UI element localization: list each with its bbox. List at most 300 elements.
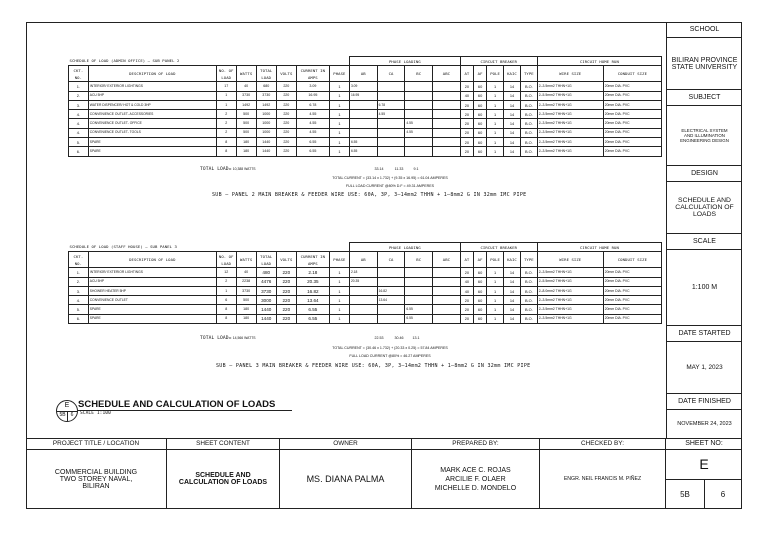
wire-size-cell: 2–8.0mm2 THHN+1G (537, 286, 603, 295)
col-type: TYPE (520, 66, 537, 82)
table-row (69, 147, 662, 156)
kaic-cell: 14 (504, 138, 521, 147)
type-cell: B.O. (520, 128, 537, 137)
desc-cell: SPARE (88, 147, 216, 156)
tag-sheet: 5B (59, 412, 66, 418)
col-total: TOTAL LOAD (256, 252, 276, 268)
current-cell: 20.35 (296, 277, 329, 286)
phase-cell: 1 (329, 128, 349, 137)
type-cell: B.O. (520, 110, 537, 119)
pole-cell: 1 (487, 314, 504, 323)
ckt-cell: 4. (69, 110, 89, 119)
type-cell: B.O. (520, 91, 537, 100)
desc-cell: SHOWER HEATER 5HP (88, 286, 216, 295)
col-at: AT (460, 66, 473, 82)
pole-cell: 1 (487, 305, 504, 314)
watts-cell: 3730 (236, 91, 256, 100)
at-cell: 40 (460, 277, 473, 286)
no-load-cell: 8 (216, 305, 236, 314)
table-row (69, 286, 662, 295)
date-finished-value: NOVEMBER 24, 2023 (677, 421, 732, 427)
ckt-cell: 6. (69, 314, 89, 323)
sheet-sub: 5B (666, 479, 705, 509)
wire-size-cell: 2–3.5mm2 THHN+1G (537, 268, 603, 277)
ca-cell (377, 305, 405, 314)
project-cell (26, 439, 167, 509)
sheet-letter: E (666, 449, 742, 480)
date-finished-label: DATE FINISHED (667, 394, 742, 410)
phase-cell: 1 (329, 91, 349, 100)
ca-cell (377, 147, 405, 156)
wire-size-cell: 2–3.5mm2 THHN+1G (537, 147, 603, 156)
bc-cell: 6.55 (405, 305, 433, 314)
pole-cell: 1 (487, 91, 504, 100)
abc-cell (433, 128, 461, 137)
total-load-cell: 1440 (256, 314, 276, 323)
current-cell: 6.55 (296, 138, 329, 147)
design-label: DESIGN (667, 166, 742, 182)
volts-cell: 220 (276, 268, 296, 277)
circuit-home-run-header: CIRCUIT HOME RUN (537, 243, 661, 252)
feeder-summary: SUB – PANEL 3 MAIN BREAKER & FEEDER WIRE USE: 60A, 3P, 3–14mm2 THHN + 1–8mm2 G IN 32mm IMC PIPE (216, 363, 531, 369)
at-cell: 20 (460, 296, 473, 305)
ckt-cell: 6. (69, 147, 89, 156)
pole-cell: 1 (487, 119, 504, 128)
phase-cell: 1 (329, 119, 349, 128)
pole-cell: 1 (487, 110, 504, 119)
drawing-title: SCHEDULE AND CALCULATION OF LOADS (78, 399, 276, 410)
desc-cell: INTERIOR/ EXTERIOR LIGHTINGS (88, 268, 216, 277)
owner-value: MS. DIANA PALMA (306, 474, 385, 484)
drawing-tag-symbol (56, 400, 78, 422)
at-cell: 20 (460, 110, 473, 119)
tag-letter: E (64, 402, 70, 409)
pole-cell: 1 (487, 277, 504, 286)
current-cell: 6.78 (296, 100, 329, 109)
col-conduit: CONDUIT SIZE (603, 66, 661, 82)
type-cell: B.O. (520, 277, 537, 286)
scale-label: SCALE (667, 234, 742, 250)
pole-cell: 1 (487, 147, 504, 156)
volts-cell: 220 (276, 91, 296, 100)
ab-cell: 6.55 (349, 138, 377, 147)
phase-cell: 1 (329, 277, 349, 286)
no-load-cell: 1 (216, 286, 236, 295)
at-cell: 20 (460, 119, 473, 128)
watts-cell: 3730 (236, 286, 256, 295)
abc-cell (433, 268, 461, 277)
ab-cell (349, 305, 377, 314)
pole-cell: 1 (487, 100, 504, 109)
ab-cell (349, 110, 377, 119)
date-started-label: DATE STARTED (667, 326, 742, 342)
current-cell: 4.55 (296, 119, 329, 128)
abc-cell (433, 147, 461, 156)
at-cell: 20 (460, 305, 473, 314)
conduit-cell: 20mm DIA. PVC (603, 286, 661, 295)
no-load-cell: 1 (216, 100, 236, 109)
schedule-title: SCHEDULE OF LOAD (ADMIN OFFICE) – SUB PANEL 2 (69, 57, 350, 66)
wire-size-cell: 2–3.5mm2 THHN+1G (537, 110, 603, 119)
desc-cell: CONVENIENCE OUTLET- OFFICE (88, 119, 216, 128)
kaic-cell: 14 (504, 314, 521, 323)
col-ab: AB (349, 252, 377, 268)
sheet-no-cell (666, 439, 742, 509)
total-load-label: TOTAL LOAD= (200, 336, 232, 341)
abc-cell (433, 110, 461, 119)
wire-size-cell: 2–3.5mm2 THHN+1G (537, 119, 603, 128)
col-ab: AB (349, 66, 377, 82)
table-row (69, 128, 662, 137)
ab-cell (349, 314, 377, 323)
total-load-cell: 3000 (256, 296, 276, 305)
kaic-cell: 14 (504, 277, 521, 286)
conduit-cell: 20mm DIA. PVC (603, 277, 661, 286)
current-cell: 2.18 (296, 268, 329, 277)
drawing-scale: SCALE 1:100 (80, 411, 111, 416)
no-load-cell: 2 (216, 110, 236, 119)
ca-cell (377, 91, 405, 100)
ca-cell (377, 119, 405, 128)
ab-cell (349, 100, 377, 109)
col-ca: CA (377, 66, 405, 82)
volts-cell: 220 (276, 296, 296, 305)
at-cell: 40 (460, 91, 473, 100)
preparer-2: ARCILIE F. OLAER (445, 475, 506, 483)
bc-cell (405, 100, 433, 109)
wire-size-cell: 2–3.5mm2 THHN+1G (537, 296, 603, 305)
project-value: COMMERCIAL BUILDING TWO STOREY NAVAL, BILIRAN (54, 468, 138, 490)
prepared-names (412, 449, 539, 509)
bc-cell (405, 268, 433, 277)
col-ckt: CKT. NO. (69, 66, 89, 82)
kaic-cell: 14 (504, 119, 521, 128)
phase-cell: 1 (329, 268, 349, 277)
current-cell: 4.55 (296, 128, 329, 137)
af-cell: 60 (474, 82, 487, 91)
wire-size-cell: 2–5.5mm2 THHN+1G (537, 277, 603, 286)
bc-cell (405, 91, 433, 100)
type-cell: B.O. (520, 296, 537, 305)
af-cell: 60 (474, 314, 487, 323)
checked-cell (540, 439, 666, 509)
col-af: AF (474, 252, 487, 268)
wire-size-cell: 2–3.5mm2 THHN+1G (537, 305, 603, 314)
no-load-cell: 17 (216, 82, 236, 91)
ckt-cell: 4. (69, 296, 89, 305)
desc-cell: INTERIOR/ EXTERIOR LIGHTINGS (88, 82, 216, 91)
col-volts: VOLTS (276, 66, 296, 82)
total-load-cell: 1440 (256, 305, 276, 314)
col-type: TYPE (520, 252, 537, 268)
col-no-load: NO. OF LOAD (216, 252, 236, 268)
col-desc: DESCRIPTION OF LOAD (88, 252, 216, 268)
conduit-cell: 20mm DIA. PVC (603, 100, 661, 109)
right-info-column (666, 22, 742, 438)
desc-cell: SPARE (88, 305, 216, 314)
kaic-cell: 14 (504, 128, 521, 137)
total-load-cell: 1000 (256, 128, 276, 137)
watts-cell: 180 (236, 314, 256, 323)
abc-cell (433, 138, 461, 147)
ca-cell (377, 82, 405, 91)
kaic-cell: 14 (504, 91, 521, 100)
at-cell: 20 (460, 128, 473, 137)
no-load-cell: 6 (216, 296, 236, 305)
watts-cell: 1492 (236, 100, 256, 109)
sum-ca: 30.46 (394, 336, 404, 340)
col-desc: DESCRIPTION OF LOAD (88, 66, 216, 82)
desc-cell: CONVENIENCE OUTLET- ACCESSORIES (88, 110, 216, 119)
col-phase: PHASE (329, 252, 349, 268)
col-abc: ABC (433, 252, 461, 268)
circuit-breaker-header: CIRCUIT BREAKER (460, 243, 537, 252)
watts-cell: 500 (236, 128, 256, 137)
total-load-cell: 4476 (256, 277, 276, 286)
phase-cell: 1 (329, 286, 349, 295)
col-total: TOTAL LOAD (256, 66, 276, 82)
at-cell: 40 (460, 286, 473, 295)
ca-cell: 6.78 (377, 100, 405, 109)
bc-cell: 6.55 (405, 314, 433, 323)
desc-cell: ACU 5HP (88, 277, 216, 286)
af-cell: 60 (474, 91, 487, 100)
ckt-cell: 5. (69, 138, 89, 147)
ckt-cell: 5. (69, 305, 89, 314)
current-cell: 6.55 (296, 314, 329, 323)
type-cell: B.O. (520, 268, 537, 277)
ckt-cell: 3. (69, 100, 89, 109)
current-cell: 6.55 (296, 305, 329, 314)
watts-cell: 180 (236, 147, 256, 156)
conduit-cell: 20mm DIA. PVC (603, 147, 661, 156)
abc-cell (433, 314, 461, 323)
total-load-cell: 1492 (256, 100, 276, 109)
ab-cell: 6.55 (349, 147, 377, 156)
school-value: BILIRAN PROVINCE STATE UNIVERSITY (667, 38, 742, 90)
date-started-value: MAY 1, 2023 (667, 342, 742, 394)
total-load-value: 14,566 WATTS (232, 336, 256, 340)
total-load-value: 10,388 WATTS (232, 167, 256, 171)
volts-cell: 220 (276, 110, 296, 119)
desc-cell: CONVENIENCE OUTLET (88, 296, 216, 305)
watts-cell: 180 (236, 138, 256, 147)
ckt-cell: 4. (69, 119, 89, 128)
phase-cell: 1 (329, 296, 349, 305)
desc-cell: SPARE (88, 314, 216, 323)
checked-value: ENGR. NEIL FRANCIS M. PIÑEZ (563, 476, 642, 482)
scale-value: 1:100 M (667, 250, 742, 326)
wire-size-cell: 2–3.5mm2 THHN+1G (537, 100, 603, 109)
abc-cell (433, 91, 461, 100)
type-cell: B.O. (520, 138, 537, 147)
no-load-cell: 2 (216, 277, 236, 286)
total-load-cell: 1000 (256, 110, 276, 119)
no-load-cell: 8 (216, 314, 236, 323)
table-row (69, 91, 662, 100)
phase-cell: 1 (329, 147, 349, 156)
volts-cell: 220 (276, 119, 296, 128)
pole-cell: 1 (487, 138, 504, 147)
ca-cell (377, 314, 405, 323)
full-load-note: FULL LOAD CURRENT @80% = 46.27 AMPERES (349, 354, 431, 358)
type-cell: B.O. (520, 286, 537, 295)
conduit-cell: 20mm DIA. PVC (603, 296, 661, 305)
abc-cell (433, 82, 461, 91)
af-cell: 60 (474, 277, 487, 286)
wire-size-cell: 2–3.5mm2 THHN+1G (537, 82, 603, 91)
desc-cell: SPARE (88, 138, 216, 147)
phase-cell: 1 (329, 110, 349, 119)
tag-number: 6 (70, 412, 74, 418)
watts-cell: 500 (236, 296, 256, 305)
schedule-table-admin-office (68, 56, 662, 157)
ckt-cell: 1. (69, 82, 89, 91)
watts-cell: 500 (236, 119, 256, 128)
bc-cell: 4.55 (405, 119, 433, 128)
bc-cell (405, 110, 433, 119)
total-load-cell: 480 (256, 268, 276, 277)
af-cell: 60 (474, 268, 487, 277)
ab-cell (349, 296, 377, 305)
ckt-cell: 2. (69, 277, 89, 286)
no-load-cell: 8 (216, 138, 236, 147)
sum-bc: 9.1 (413, 167, 419, 171)
af-cell: 60 (474, 147, 487, 156)
watts-cell: 40 (236, 268, 256, 277)
project-label: PROJECT TITLE / LOCATION (26, 439, 166, 450)
title-block (26, 438, 742, 509)
bc-cell (405, 277, 433, 286)
sheet-content-cell (167, 439, 280, 509)
ca-cell: 13.64 (377, 296, 405, 305)
full-load-note: FULL LOAD CURRENT @80% D.F = 49.31 AMPERES (345, 184, 435, 188)
table-row (69, 100, 662, 109)
col-current: CURRENT IN AMPS (296, 252, 329, 268)
current-cell: 3.09 (296, 82, 329, 91)
bc-cell (405, 138, 433, 147)
col-ckt: CKT. NO. (69, 252, 89, 268)
volts-cell: 220 (276, 82, 296, 91)
abc-cell (433, 277, 461, 286)
phase-cell: 1 (329, 138, 349, 147)
col-bc: BC (405, 252, 433, 268)
volts-cell: 220 (276, 100, 296, 109)
total-load-cell: 680 (256, 82, 276, 91)
af-cell: 60 (474, 286, 487, 295)
kaic-cell: 14 (504, 147, 521, 156)
conduit-cell: 20mm DIA. PVC (603, 91, 661, 100)
table-row (69, 314, 662, 323)
col-conduit: CONDUIT SIZE (603, 252, 661, 268)
bc-cell (405, 147, 433, 156)
table-row (69, 277, 662, 286)
phase-cell: 1 (329, 100, 349, 109)
col-bc: BC (405, 66, 433, 82)
watts-cell: 2238 (236, 277, 256, 286)
preparer-1: MARK ACE C. ROJAS (440, 466, 511, 474)
volts-cell: 220 (276, 147, 296, 156)
bc-cell (405, 286, 433, 295)
desc-cell: WATER DISPENCER/ HOT & COLD 3HP (88, 100, 216, 109)
sum-ab: 22.53 (374, 336, 384, 340)
col-current: CURRENT IN AMPS (296, 66, 329, 82)
table-row (69, 296, 662, 305)
col-abc: ABC (433, 66, 461, 82)
ckt-cell: 1. (69, 268, 89, 277)
col-pole: POLE (487, 252, 504, 268)
current-cell: 4.55 (296, 110, 329, 119)
at-cell: 20 (460, 314, 473, 323)
total-current-note: TOTAL CURRENT = (30.46 x 1.732) + (20.33 x 0.25) = 57.84 AMPERES (332, 346, 448, 350)
school-label: SCHOOL (667, 22, 742, 38)
kaic-cell: 14 (504, 110, 521, 119)
ckt-cell: 4. (69, 128, 89, 137)
bc-cell (405, 82, 433, 91)
col-watts: WATTS (236, 66, 256, 82)
kaic-cell: 14 (504, 296, 521, 305)
abc-cell (433, 296, 461, 305)
col-ca: CA (377, 252, 405, 268)
table-row (69, 268, 662, 277)
conduit-cell: 20mm DIA. PVC (603, 268, 661, 277)
col-kaic: KAIC (504, 66, 521, 82)
af-cell: 60 (474, 119, 487, 128)
type-cell: B.O. (520, 147, 537, 156)
subject-label: SUBJECT (667, 90, 742, 106)
current-cell: 16.95 (296, 91, 329, 100)
col-volts: VOLTS (276, 252, 296, 268)
kaic-cell: 14 (504, 305, 521, 314)
conduit-cell: 20mm DIA. PVC (603, 138, 661, 147)
col-af: AF (474, 66, 487, 82)
af-cell: 60 (474, 138, 487, 147)
ca-cell (377, 138, 405, 147)
desc-cell: CONVENIENCE OUTLET- TOOLS (88, 128, 216, 137)
conduit-cell: 20mm DIA. PVC (603, 305, 661, 314)
feeder-summary: SUB – PANEL 2 MAIN BREAKER & FEEDER WIRE USE: 60A, 3P, 3–14mm2 THHN + 1–8mm2 G IN 32mm IMC PIPE (212, 192, 527, 198)
af-cell: 60 (474, 100, 487, 109)
sum-bc: 13.1 (412, 336, 420, 340)
volts-cell: 220 (276, 138, 296, 147)
circuit-breaker-header: CIRCUIT BREAKER (460, 57, 537, 66)
subject-value: ELECTRICAL SYSTEM AND ILLUMINATION ENGINEERING DESIGN (667, 106, 742, 166)
col-watts: WATTS (236, 252, 256, 268)
af-cell: 60 (474, 110, 487, 119)
sum-ab: 33.14 (374, 167, 384, 171)
total-load-cell: 1440 (256, 138, 276, 147)
table-row (69, 138, 662, 147)
total-load-label: TOTAL LOAD= (200, 167, 232, 172)
watts-cell: 180 (236, 305, 256, 314)
af-cell: 60 (474, 128, 487, 137)
col-at: AT (460, 252, 473, 268)
total-load-cell: 3730 (256, 91, 276, 100)
abc-cell (433, 286, 461, 295)
owner-cell (280, 439, 412, 509)
volts-cell: 220 (276, 305, 296, 314)
col-wire: WIRE SIZE (537, 252, 603, 268)
at-cell: 20 (460, 82, 473, 91)
sheet-content-value: SCHEDULE AND CALCULATION OF LOADS (178, 472, 268, 486)
af-cell: 60 (474, 296, 487, 305)
volts-cell: 220 (276, 128, 296, 137)
table-row (69, 305, 662, 314)
owner-label: OWNER (280, 439, 411, 450)
ab-cell: 3.09 (349, 82, 377, 91)
col-pole: POLE (487, 66, 504, 82)
phase-loading-header: PHASE LOADING (349, 57, 460, 66)
